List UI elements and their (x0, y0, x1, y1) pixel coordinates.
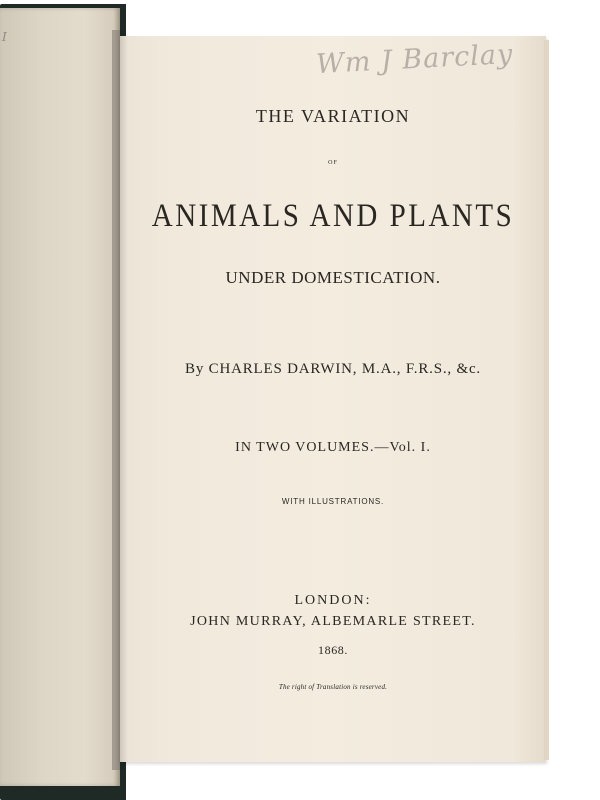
margin-mark: I (2, 30, 8, 44)
imprint-publisher: JOHN MURRAY, ALBEMARLE STREET. (190, 614, 476, 629)
left-endpaper (0, 8, 120, 786)
author-line: By CHARLES DARWIN, M.A., F.R.S., &c. (185, 361, 481, 377)
volumes-line: IN TWO VOLUMES.—Vol. I. (235, 440, 431, 455)
title-line-variation: THE VARIATION (255, 106, 411, 126)
title-line-domestication: UNDER DOMESTICATION. (225, 268, 441, 287)
imprint-place: LONDON: (294, 593, 372, 608)
title-main: ANIMALS AND PLANTS (151, 198, 515, 234)
imprint-year: 1868. (318, 643, 348, 657)
title-line-of: OF (328, 160, 338, 166)
owner-signature: Wm J Barclay (315, 38, 514, 81)
illustrations-note: WITH ILLUSTRATIONS. (281, 497, 385, 506)
gutter-shadow (112, 30, 128, 770)
rights-notice: The right of Translation is reserved. (278, 683, 388, 691)
